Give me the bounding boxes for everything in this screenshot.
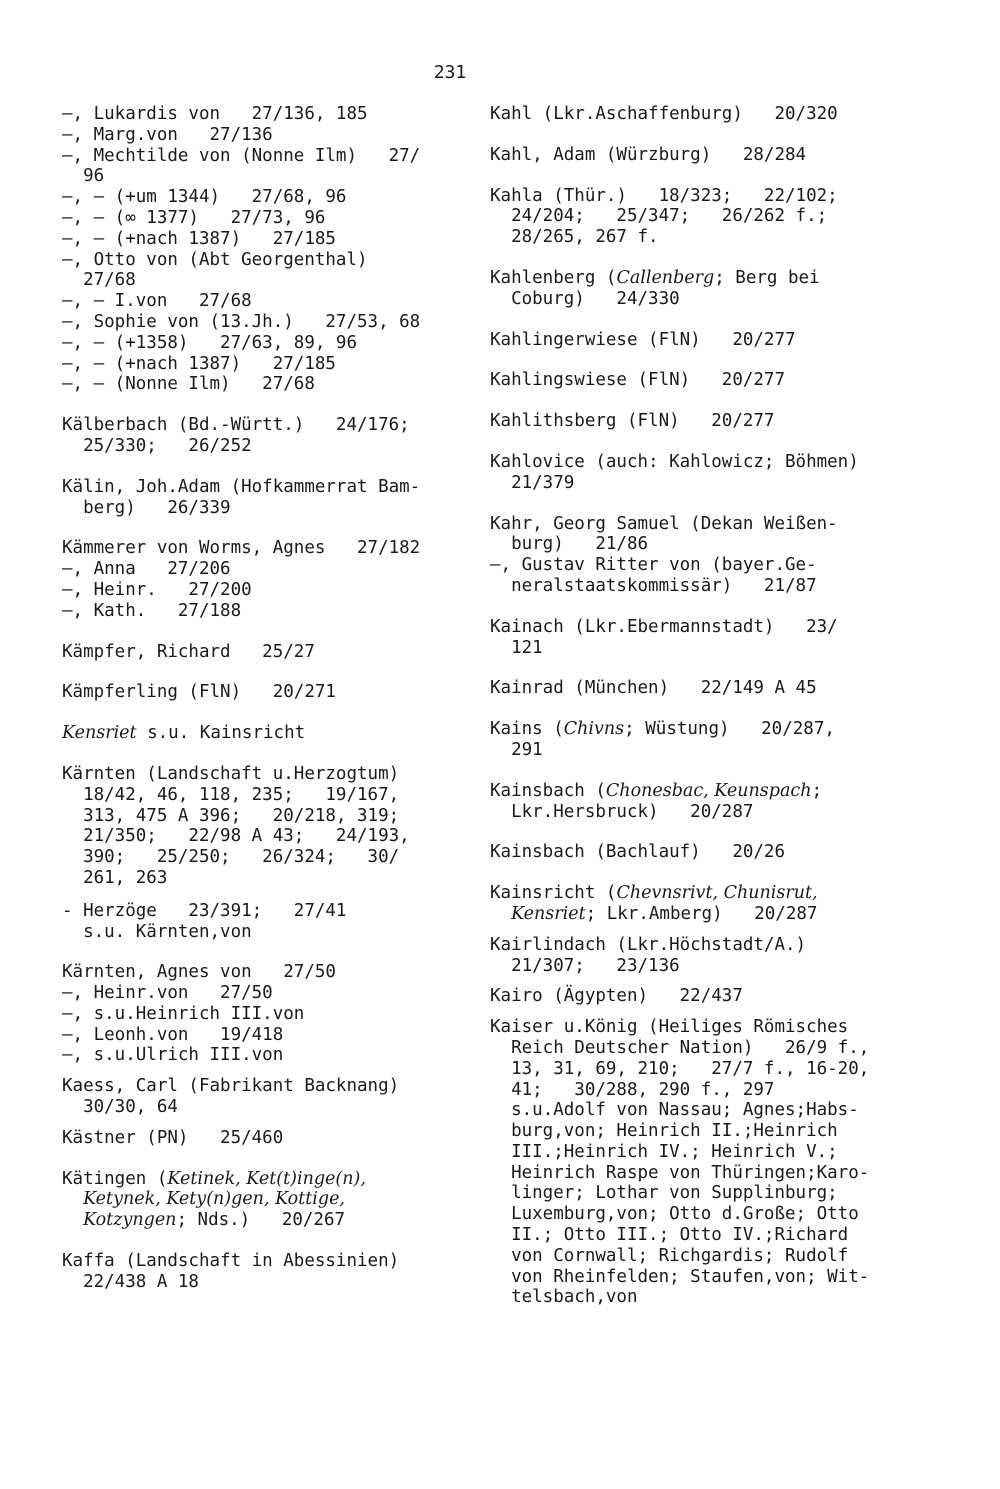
entry-text: —, Anna 27/206 <box>62 559 231 580</box>
entry-line <box>490 1059 880 1080</box>
index-entry <box>62 642 462 663</box>
entry-line <box>62 146 462 167</box>
entry-line <box>490 411 880 432</box>
entry-text: 21/379 <box>490 472 575 493</box>
entry-text: —, — (+1358) 27/63, 89, 96 <box>62 332 358 353</box>
entry-line <box>62 291 462 312</box>
entry-line <box>490 186 880 207</box>
entry-text: —, — (Nonne Ilm) 27/68 <box>62 374 315 395</box>
entry-text: —, — (+nach 1387) 27/185 <box>62 353 336 374</box>
entry-line <box>62 333 462 354</box>
entry-line <box>62 868 462 889</box>
entry-text: 390; 25/250; 26/324; 30/ <box>62 847 400 868</box>
entry-line <box>490 1183 880 1204</box>
entry-text: 96 <box>62 166 105 187</box>
entry-text: Kätingen ( <box>62 1168 168 1189</box>
entry-line <box>490 1267 880 1288</box>
entry-text: burg,von; Heinrich II.;Heinrich <box>490 1121 838 1142</box>
index-entry <box>62 901 462 943</box>
entry-line <box>62 580 462 601</box>
entry-line <box>62 104 462 125</box>
entry-text: burg) 21/86 <box>490 534 649 555</box>
index-entry <box>62 477 462 519</box>
index-entry <box>62 538 462 621</box>
index-entry <box>62 962 462 1066</box>
entry-line <box>490 576 880 597</box>
entry-line <box>490 1142 880 1163</box>
entry-text: —, Heinr.von 27/50 <box>62 983 273 1004</box>
entry-line <box>490 1204 880 1225</box>
italic-variant-text: Callenberg <box>616 267 715 288</box>
entry-line <box>490 370 880 391</box>
entry-text: Kains ( <box>490 719 564 740</box>
entry-line <box>490 802 880 823</box>
entry-text: 22/438 A 18 <box>62 1271 199 1292</box>
italic-variant-text: Chivns <box>563 719 625 740</box>
entry-line <box>490 781 880 802</box>
entry-line <box>490 1017 880 1038</box>
index-entry <box>490 104 880 125</box>
index-entry <box>62 1128 462 1149</box>
entry-text: s.u. Kainsricht <box>136 723 306 744</box>
entry-line <box>62 806 462 827</box>
entry-line <box>490 289 880 310</box>
entry-line <box>490 206 880 227</box>
entry-line <box>490 883 880 904</box>
entry-line <box>62 723 462 744</box>
entry-text: Kälin, Joh.Adam (Hofkammerrat Bam- <box>62 476 421 497</box>
entry-line <box>62 1025 462 1046</box>
entry-line <box>62 901 462 922</box>
entry-text: 25/330; 26/252 <box>62 435 252 456</box>
entry-line <box>490 330 880 351</box>
entry-text: 291 <box>490 739 543 760</box>
entry-text: 28/265, 267 f. <box>490 227 659 248</box>
entry-line <box>62 1169 462 1190</box>
entry-text: Heinrich Raspe von Thüringen;Karo- <box>490 1162 870 1183</box>
italic-variant-text: Ketinek, Ket(t)inge(n), <box>167 1168 366 1189</box>
right-column <box>490 104 880 1308</box>
entry-line <box>490 534 880 555</box>
entry-text: —, — (∞ 1377) 27/73, 96 <box>62 207 326 228</box>
page-number: 231 <box>433 62 467 83</box>
entry-text: ; Lkr.Amberg) 20/287 <box>585 903 818 924</box>
entry-text: —, Gustav Ritter von (bayer.Ge- <box>490 555 817 576</box>
entry-line <box>62 270 462 291</box>
entry-line <box>62 312 462 333</box>
index-entry <box>490 935 880 977</box>
entry-text <box>62 1189 83 1209</box>
entry-text: —, Sophie von (13.Jh.) 27/53, 68 <box>62 311 421 332</box>
entry-text: Kämpferling (FlN) 20/271 <box>62 682 336 703</box>
entry-text: III.;Heinrich IV.; Heinrich V.; <box>490 1141 838 1162</box>
entry-text: —, Kath. 27/188 <box>62 600 242 621</box>
entry-line <box>62 847 462 868</box>
entry-text: —, — (+nach 1387) 27/185 <box>62 228 336 249</box>
entry-text: II.; Otto III.; Otto IV.;Richard <box>490 1225 849 1246</box>
index-entry <box>62 723 462 744</box>
index-entry <box>62 104 462 395</box>
italic-variant-text: Chonesbac, Keunspach <box>605 780 812 801</box>
entry-line <box>62 1045 462 1066</box>
entry-text: Kahl (Lkr.Aschaffenburg) 20/320 <box>490 104 838 124</box>
entry-line <box>490 904 880 925</box>
entry-text: Kainach (Lkr.Ebermannstadt) 23/ <box>490 616 838 637</box>
entry-line <box>490 740 880 761</box>
entry-text: 261, 263 <box>62 867 168 888</box>
entry-line <box>62 125 462 146</box>
entry-text: Kärnten, Agnes von 27/50 <box>62 962 336 983</box>
entry-line <box>62 1251 462 1272</box>
entry-text: Kästner (PN) 25/460 <box>62 1127 284 1148</box>
entry-line <box>62 962 462 983</box>
entry-text: Kainrad (München) 22/149 A 45 <box>490 678 817 699</box>
entry-text: von Cornwall; Richgardis; Rudolf <box>490 1245 849 1266</box>
entry-line <box>62 601 462 622</box>
entry-line <box>62 415 462 436</box>
entry-text: Kainsricht ( <box>490 883 617 904</box>
entry-line <box>62 208 462 229</box>
entry-line <box>62 477 462 498</box>
entry-line <box>490 678 880 699</box>
entry-text: Kämpfer, Richard 25/27 <box>62 641 315 662</box>
entry-text: 30/30, 64 <box>62 1097 178 1118</box>
entry-text: 121 <box>490 637 543 658</box>
entry-text: Kairlindach (Lkr.Höchstadt/A.) <box>490 934 807 955</box>
entry-text: Kaess, Carl (Fabrikant Backnang) <box>62 1076 400 1097</box>
entry-text: linger; Lothar von Supplinburg; <box>490 1183 838 1204</box>
entry-line <box>62 1097 462 1118</box>
entry-line <box>490 719 880 740</box>
entry-line <box>62 436 462 457</box>
index-entry <box>490 1017 880 1308</box>
entry-line <box>490 227 880 248</box>
entry-text: —, Lukardis von 27/136, 185 <box>62 104 368 124</box>
entry-line <box>62 1004 462 1025</box>
entry-line <box>490 1100 880 1121</box>
entry-text: Kaiser u.König (Heiliges Römisches <box>490 1017 849 1038</box>
entry-line <box>62 250 462 271</box>
entry-text: - Herzöge 23/391; 27/41 <box>62 900 347 921</box>
entry-text: —, — I.von 27/68 <box>62 291 252 312</box>
entry-text: ; Wüstung) 20/287, <box>624 719 835 740</box>
entry-line <box>490 1121 880 1142</box>
entry-text: Kahlithsberg (FlN) 20/277 <box>490 411 775 432</box>
entry-text: Kainsbach ( <box>490 780 606 801</box>
italic-variant-text: Chevnsrivt, Chunisrut, <box>616 883 818 904</box>
entry-text: s.u.Adolf von Nassau; Agnes;Habs- <box>490 1100 859 1121</box>
entry-line <box>62 374 462 395</box>
entry-text: berg) 26/339 <box>62 497 231 518</box>
index-entry <box>490 617 880 659</box>
entry-line <box>62 826 462 847</box>
entry-line <box>62 922 462 943</box>
index-entry <box>62 1076 462 1118</box>
entry-text: Reich Deutscher Nation) 26/9 f., <box>490 1037 870 1058</box>
entry-line <box>490 1163 880 1184</box>
index-entry <box>490 986 880 1007</box>
entry-text: Lkr.Hersbruck) 20/287 <box>490 801 754 822</box>
entry-text: ; Berg bei <box>714 267 820 288</box>
index-entry <box>62 682 462 703</box>
entry-text: 13, 31, 69, 210; 27/7 f., 16-20, <box>490 1058 870 1079</box>
entry-text: telsbach,von <box>490 1287 638 1308</box>
index-entry <box>62 415 462 457</box>
entry-line <box>490 842 880 863</box>
entry-text: 18/42, 46, 118, 235; 19/167, <box>62 784 400 805</box>
entry-line <box>62 229 462 250</box>
entry-text: Kahlingerwiese (FlN) 20/277 <box>490 329 796 350</box>
entry-text <box>62 1210 83 1230</box>
entry-text: Kämmerer von Worms, Agnes 27/182 <box>62 538 421 559</box>
index-entry <box>62 1251 462 1293</box>
entry-text: Coburg) 24/330 <box>490 288 680 309</box>
entry-text: von Rheinfelden; Staufen,von; Wit- <box>490 1266 870 1287</box>
entry-text: —, Mechtilde von (Nonne Ilm) 27/ <box>62 145 421 166</box>
entry-text: Kahlingswiese (FlN) 20/277 <box>490 370 786 391</box>
entry-text: Kahl, Adam (Würzburg) 28/284 <box>490 144 807 165</box>
left-column <box>62 104 462 1293</box>
entry-line <box>62 764 462 785</box>
index-entry <box>62 764 462 889</box>
entry-line <box>62 983 462 1004</box>
entry-text: 21/307; 23/136 <box>490 955 680 976</box>
entry-line <box>490 1246 880 1267</box>
entry-line <box>62 1189 462 1210</box>
entry-line <box>62 642 462 663</box>
entry-text: Kairo (Ägypten) 22/437 <box>490 986 743 1007</box>
entry-line <box>490 268 880 289</box>
entry-line <box>62 1272 462 1293</box>
entry-line <box>62 166 462 187</box>
entry-line <box>490 956 880 977</box>
entry-text: Kaffa (Landschaft in Abessinien) <box>62 1251 400 1272</box>
entry-text: s.u. Kärnten,von <box>62 921 252 942</box>
entry-line <box>490 935 880 956</box>
index-entry <box>490 883 880 925</box>
entry-line <box>490 617 880 638</box>
entry-line <box>490 104 880 125</box>
entry-line <box>62 559 462 580</box>
entry-text: 21/350; 22/98 A 43; 24/193, <box>62 826 410 847</box>
entry-line <box>490 1287 880 1308</box>
italic-variant-text: Kensriet <box>62 723 137 744</box>
entry-line <box>490 145 880 166</box>
entry-text <box>490 904 511 924</box>
index-entry <box>490 719 880 761</box>
entry-line <box>62 1128 462 1149</box>
entry-line <box>490 514 880 535</box>
entry-text: ; <box>811 780 823 801</box>
entry-line <box>490 555 880 576</box>
entry-text: —, Otto von (Abt Georgenthal) <box>62 249 368 270</box>
entry-text: —, Leonh.von 19/418 <box>62 1024 284 1045</box>
index-entry <box>62 1169 462 1231</box>
entry-line <box>62 785 462 806</box>
entry-line <box>490 638 880 659</box>
index-entry <box>490 370 880 391</box>
index-entry <box>490 268 880 310</box>
entry-text: neralstaatskommissär) 21/87 <box>490 575 817 596</box>
entry-line <box>490 1080 880 1101</box>
entry-line <box>62 682 462 703</box>
italic-variant-text: Kotzyngen <box>83 1210 177 1231</box>
index-entry <box>490 411 880 432</box>
entry-text: 313, 475 A 396; 20/218, 319; <box>62 805 400 826</box>
index-entry <box>490 145 880 166</box>
entry-line <box>490 1038 880 1059</box>
entry-line <box>490 473 880 494</box>
entry-text: 41; 30/288, 290 f., 297 <box>490 1079 775 1100</box>
entry-text: —, Marg.von 27/136 <box>62 124 273 145</box>
entry-line <box>62 1076 462 1097</box>
index-entry <box>490 452 880 494</box>
entry-text: Kahlovice (auch: Kahlowicz; Böhmen) <box>490 451 859 472</box>
italic-variant-text: Ketynek, Kety(n)gen, Kottige, <box>83 1189 345 1210</box>
entry-text: Kälberbach (Bd.-Württ.) 24/176; <box>62 415 410 436</box>
entry-line <box>62 1210 462 1231</box>
index-entry <box>490 678 880 699</box>
entry-text: —, — (+um 1344) 27/68, 96 <box>62 187 347 208</box>
entry-text: Kahr, Georg Samuel (Dekan Weißen- <box>490 513 838 534</box>
index-entry <box>490 186 880 248</box>
entry-text: Luxemburg,von; Otto d.Große; Otto <box>490 1204 859 1225</box>
entry-text: Kainsbach (Bachlauf) 20/26 <box>490 842 786 863</box>
entry-text: Kärnten (Landschaft u.Herzogtum) <box>62 763 400 784</box>
entry-text: Kahla (Thür.) 18/323; 22/102; <box>490 185 838 206</box>
entry-text: ; Nds.) 20/267 <box>176 1210 346 1231</box>
entry-text: —, Heinr. 27/200 <box>62 579 252 600</box>
index-entry <box>490 514 880 597</box>
entry-line <box>62 498 462 519</box>
entry-text: —, s.u.Ulrich III.von <box>62 1045 284 1066</box>
entry-line <box>62 187 462 208</box>
italic-variant-text: Kensriet <box>511 903 586 924</box>
entry-line <box>490 1225 880 1246</box>
entry-line <box>62 354 462 375</box>
entry-text: Kahlenberg ( <box>490 267 617 288</box>
entry-line <box>490 452 880 473</box>
index-entry <box>490 781 880 823</box>
entry-text: 27/68 <box>62 270 136 291</box>
index-entry <box>490 842 880 863</box>
entry-text: —, s.u.Heinrich III.von <box>62 1003 305 1024</box>
index-entry <box>490 330 880 351</box>
entry-line <box>62 538 462 559</box>
entry-line <box>490 986 880 1007</box>
entry-text: 24/204; 25/347; 26/262 f.; <box>490 206 828 227</box>
